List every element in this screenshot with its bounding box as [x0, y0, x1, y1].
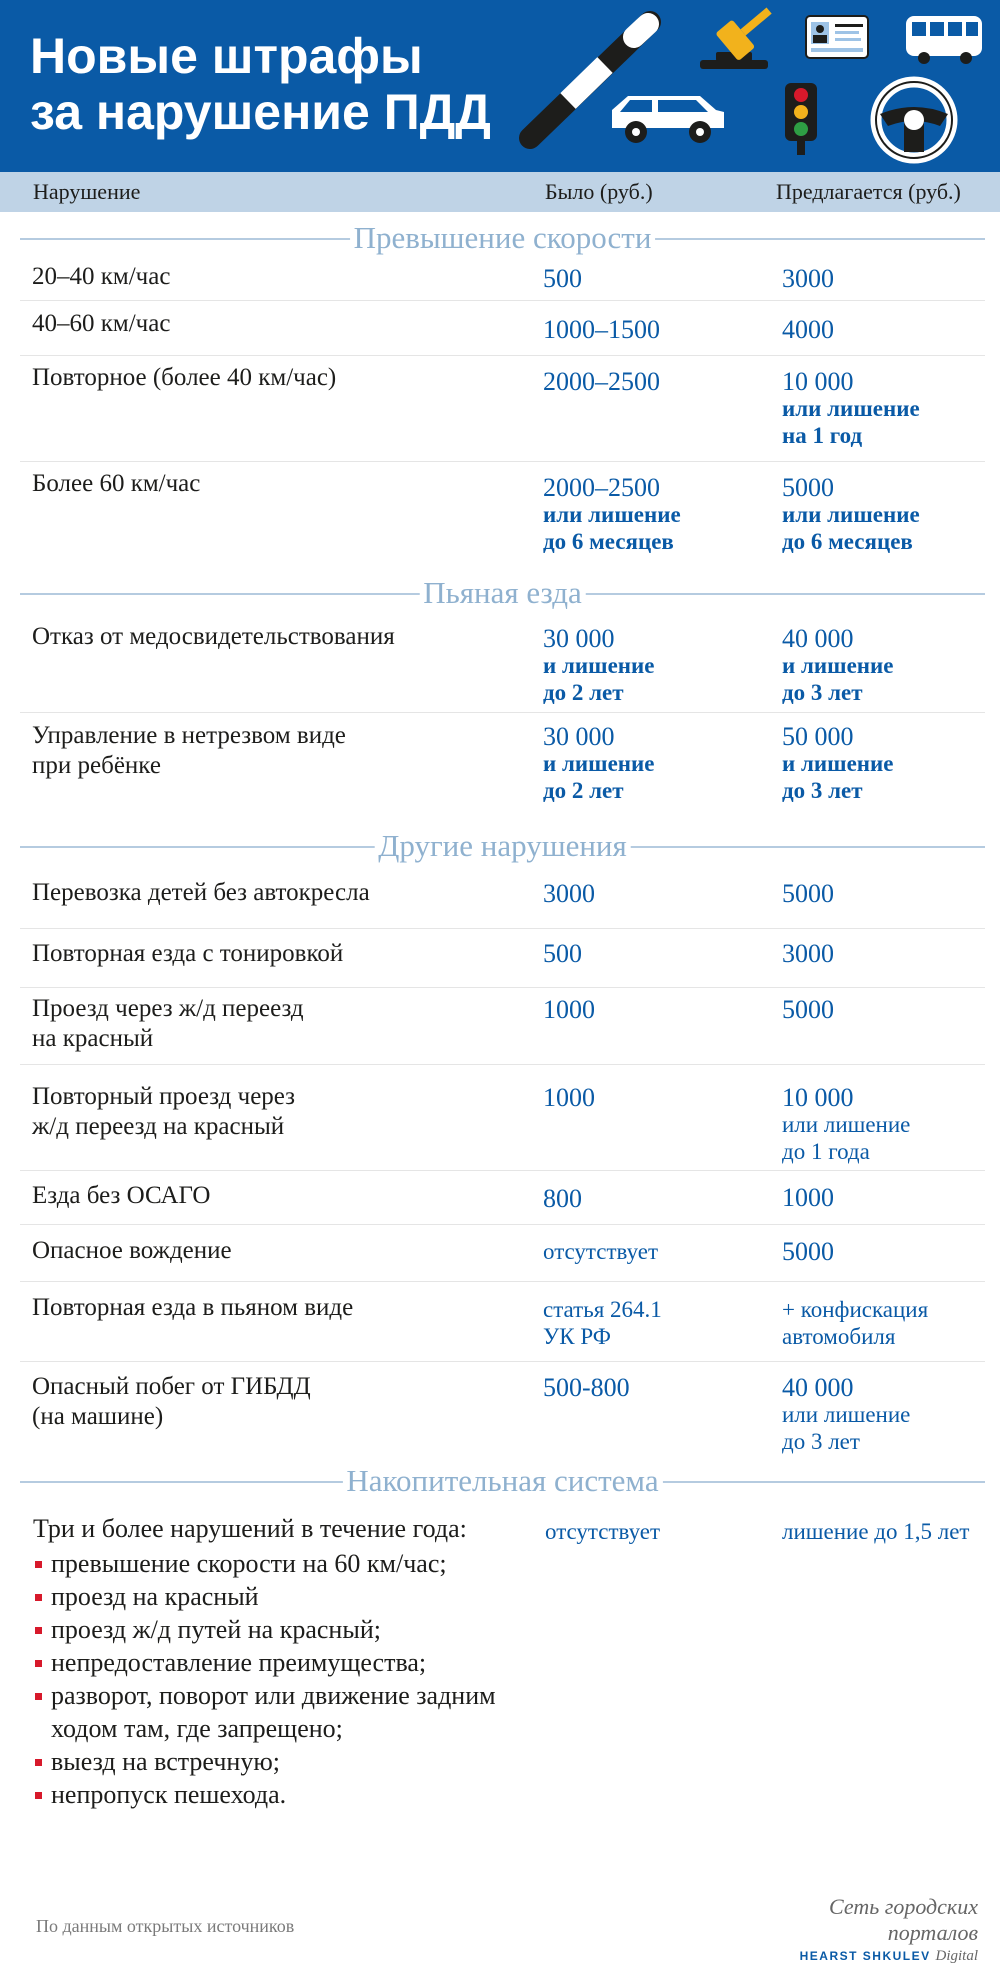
table-row — [20, 301, 985, 356]
proposed-cell — [782, 940, 1000, 967]
violation-text: на красный — [32, 1025, 154, 1052]
was-value: 500-800 — [543, 1373, 630, 1402]
was-value: отсутствует — [545, 1519, 661, 1544]
was-cell — [543, 368, 763, 395]
list-item: непредоставление преимущества; — [33, 1646, 533, 1679]
proposed-note: до 3 лет — [782, 1429, 860, 1454]
violation-cell — [32, 1082, 542, 1142]
logo-brand-name: HEARST SHKULEV — [799, 1949, 931, 1963]
proposed-value: лишение до 1,5 лет — [782, 1519, 970, 1544]
was-cell — [543, 265, 763, 292]
violation-cell — [32, 939, 542, 969]
was-cell — [543, 1185, 763, 1212]
was-cell — [543, 1374, 763, 1401]
accumulative-violation-cell — [33, 1512, 533, 1811]
suv-car-icon — [612, 96, 724, 143]
was-value: 500 — [543, 264, 582, 293]
proposed-value: 40 000 — [782, 624, 854, 653]
was-value: 1000 — [543, 1083, 595, 1112]
logo-script-text: Сеть городских порталов — [829, 1894, 978, 1945]
was-value: 2000–2500 — [543, 367, 660, 396]
table-row — [20, 713, 985, 813]
steering-wheel-icon — [876, 82, 952, 158]
violation-cell — [32, 994, 542, 1054]
proposed-value: + конфискация — [782, 1297, 929, 1322]
violation-cell — [32, 469, 542, 499]
section-header-accumulative — [20, 1459, 985, 1503]
proposed-cell — [782, 1374, 1000, 1455]
proposed-cell — [782, 316, 1000, 343]
column-header-violation: Нарушение — [33, 179, 141, 204]
bus-icon — [906, 16, 982, 64]
was-note: УК РФ — [543, 1324, 611, 1349]
table-row — [20, 617, 985, 713]
was-value: 30 000 — [543, 624, 615, 653]
was-cell — [543, 474, 763, 555]
was-note: и лишение — [543, 751, 655, 776]
proposed-cell — [782, 1184, 1000, 1211]
violation-cell — [32, 1181, 542, 1211]
was-cell — [543, 996, 763, 1023]
violation-text: Перевозка детей без автокресла — [32, 879, 370, 906]
header-banner — [0, 0, 1000, 172]
violation-cell — [32, 622, 542, 652]
violation-text: Более 60 км/час — [32, 470, 201, 497]
table-row — [20, 1282, 985, 1362]
proposed-note: до 1 года — [782, 1139, 870, 1164]
was-value: 1000 — [543, 995, 595, 1024]
proposed-cell — [782, 996, 1000, 1023]
was-cell — [543, 940, 763, 967]
proposed-value: 1000 — [782, 1183, 834, 1212]
violation-text: 20–40 км/час — [32, 263, 171, 290]
violation-cell — [32, 262, 542, 292]
violation-cell — [32, 1372, 542, 1432]
section-title: Накопительная система — [342, 1459, 662, 1503]
proposed-note: и лишение — [782, 653, 894, 678]
table-row — [20, 258, 985, 301]
accumulative-was-cell — [545, 1518, 765, 1545]
proposed-cell — [782, 368, 1000, 449]
accumulative-list — [33, 1547, 533, 1811]
was-note: или лишение — [543, 502, 681, 527]
proposed-cell — [782, 625, 1000, 706]
violation-text: Проезд через ж/д переезд — [32, 995, 304, 1022]
column-header-proposed: Предлагается (руб.) — [776, 179, 961, 204]
list-item: непропуск пешехода. — [33, 1778, 533, 1811]
violation-cell — [32, 721, 542, 781]
was-value: 500 — [543, 939, 582, 968]
column-header-bar — [0, 172, 1000, 212]
list-item: разворот, поворот или движение задним ходом там, где запрещено; — [33, 1679, 533, 1745]
was-cell — [543, 625, 763, 706]
proposed-value: 5000 — [782, 1237, 834, 1266]
violation-text: Управление в нетрезвом виде — [32, 722, 346, 749]
violation-text: Опасный побег от ГИБДД — [32, 1373, 311, 1400]
violation-text: 40–60 км/час — [32, 310, 171, 337]
was-value: отсутствует — [543, 1239, 659, 1264]
traffic-light-icon — [785, 83, 817, 155]
was-cell — [543, 316, 763, 343]
proposed-value: 4000 — [782, 315, 834, 344]
proposed-value: 10 000 — [782, 1083, 854, 1112]
logo-brand-suffix: Digital — [935, 1948, 978, 1964]
violation-cell — [32, 309, 542, 339]
proposed-value: 5000 — [782, 995, 834, 1024]
proposed-note: до 6 месяцев — [782, 529, 913, 554]
violation-text: Езда без ОСАГО — [32, 1182, 211, 1209]
was-value: 800 — [543, 1184, 582, 1213]
proposed-note: или лишение — [782, 1112, 911, 1137]
list-item: выезд на встречную; — [33, 1745, 533, 1778]
proposed-note: или лишение — [782, 502, 920, 527]
was-cell — [543, 723, 763, 804]
violation-text: Повторное (более 40 км/час) — [32, 364, 337, 391]
driver-license-icon — [806, 16, 868, 58]
list-item: проезд ж/д путей на красный; — [33, 1613, 533, 1646]
violation-text: ж/д переезд на красный — [32, 1113, 285, 1140]
proposed-cell — [782, 723, 1000, 804]
was-note: и лишение — [543, 653, 655, 678]
logo-brand-text — [738, 1948, 978, 1965]
table-row — [20, 988, 985, 1065]
accumulative-intro: Три и более нарушений в течение года: — [33, 1514, 467, 1543]
section-title: Превышение скорости — [350, 216, 656, 260]
violation-text: Повторная езда с тонировкой — [32, 940, 344, 967]
proposed-cell — [782, 1084, 1000, 1165]
proposed-cell — [782, 1238, 1000, 1265]
title-line-1: Новые штрафы — [30, 28, 423, 84]
proposed-value: 50 000 — [782, 722, 854, 751]
violation-text: (на машине) — [32, 1403, 164, 1430]
list-item: проезд на красный — [33, 1580, 533, 1613]
was-value: 1000–1500 — [543, 315, 660, 344]
was-value: статья 264.1 — [543, 1297, 662, 1322]
was-note: до 6 месяцев — [543, 529, 674, 554]
section-header-drunk — [20, 571, 985, 615]
proposed-value: 3000 — [782, 939, 834, 968]
accumulative-proposed-cell — [782, 1518, 982, 1545]
proposed-value: 5000 — [782, 879, 834, 908]
section-title: Пьяная езда — [419, 571, 586, 615]
was-cell — [543, 880, 763, 907]
proposed-note: автомобиля — [782, 1324, 896, 1349]
violation-text: Повторная езда в пьяном виде — [32, 1294, 354, 1321]
source-note: По данным открытых источников — [36, 1916, 295, 1936]
proposed-note: и лишение — [782, 751, 894, 776]
proposed-note: или лишение — [782, 396, 920, 421]
list-item: превышение скорости на 60 км/час; — [33, 1547, 533, 1580]
proposed-note: до 3 лет — [782, 778, 863, 803]
table-row — [20, 1171, 985, 1225]
table-row — [20, 1225, 985, 1282]
proposed-note: или лишение — [782, 1402, 911, 1427]
table-row — [20, 929, 985, 988]
section-title: Другие нарушения — [374, 824, 631, 868]
was-note: до 2 лет — [543, 778, 624, 803]
proposed-value: 40 000 — [782, 1373, 854, 1402]
violation-cell — [32, 878, 542, 908]
proposed-value: 10 000 — [782, 367, 854, 396]
proposed-cell — [782, 265, 1000, 292]
proposed-note: до 3 лет — [782, 680, 863, 705]
proposed-note: на 1 год — [782, 423, 863, 448]
proposed-cell — [782, 474, 1000, 555]
section-header-other — [20, 824, 985, 868]
proposed-cell — [782, 1296, 1000, 1350]
proposed-value: 5000 — [782, 473, 834, 502]
was-value: 2000–2500 — [543, 473, 660, 502]
was-value: 3000 — [543, 879, 595, 908]
column-header-was: Было (руб.) — [545, 179, 653, 204]
proposed-cell — [782, 880, 1000, 907]
violation-text: при ребёнке — [32, 752, 161, 779]
table-row — [20, 356, 985, 462]
violation-text: Отказ от медосвидетельствования — [32, 623, 395, 650]
was-value: 30 000 — [543, 722, 615, 751]
table-row — [20, 1362, 985, 1462]
was-cell — [543, 1296, 763, 1350]
title-line-2: за нарушение ПДД — [30, 84, 491, 140]
publisher-logo — [738, 1894, 978, 1965]
was-note: до 2 лет — [543, 680, 624, 705]
violation-cell — [32, 363, 542, 393]
was-cell — [543, 1238, 763, 1265]
gavel-icon — [700, 0, 781, 69]
section-header-speed — [20, 216, 985, 260]
violation-cell — [32, 1293, 542, 1323]
table-row — [20, 462, 985, 580]
violation-text: Опасное вождение — [32, 1237, 232, 1264]
table-row — [20, 870, 985, 929]
violation-cell — [32, 1236, 542, 1266]
table-row — [20, 1065, 985, 1171]
violation-text: Повторный проезд через — [32, 1083, 296, 1110]
header-illustrations — [0, 0, 1000, 172]
proposed-value: 3000 — [782, 264, 834, 293]
was-cell — [543, 1084, 763, 1111]
